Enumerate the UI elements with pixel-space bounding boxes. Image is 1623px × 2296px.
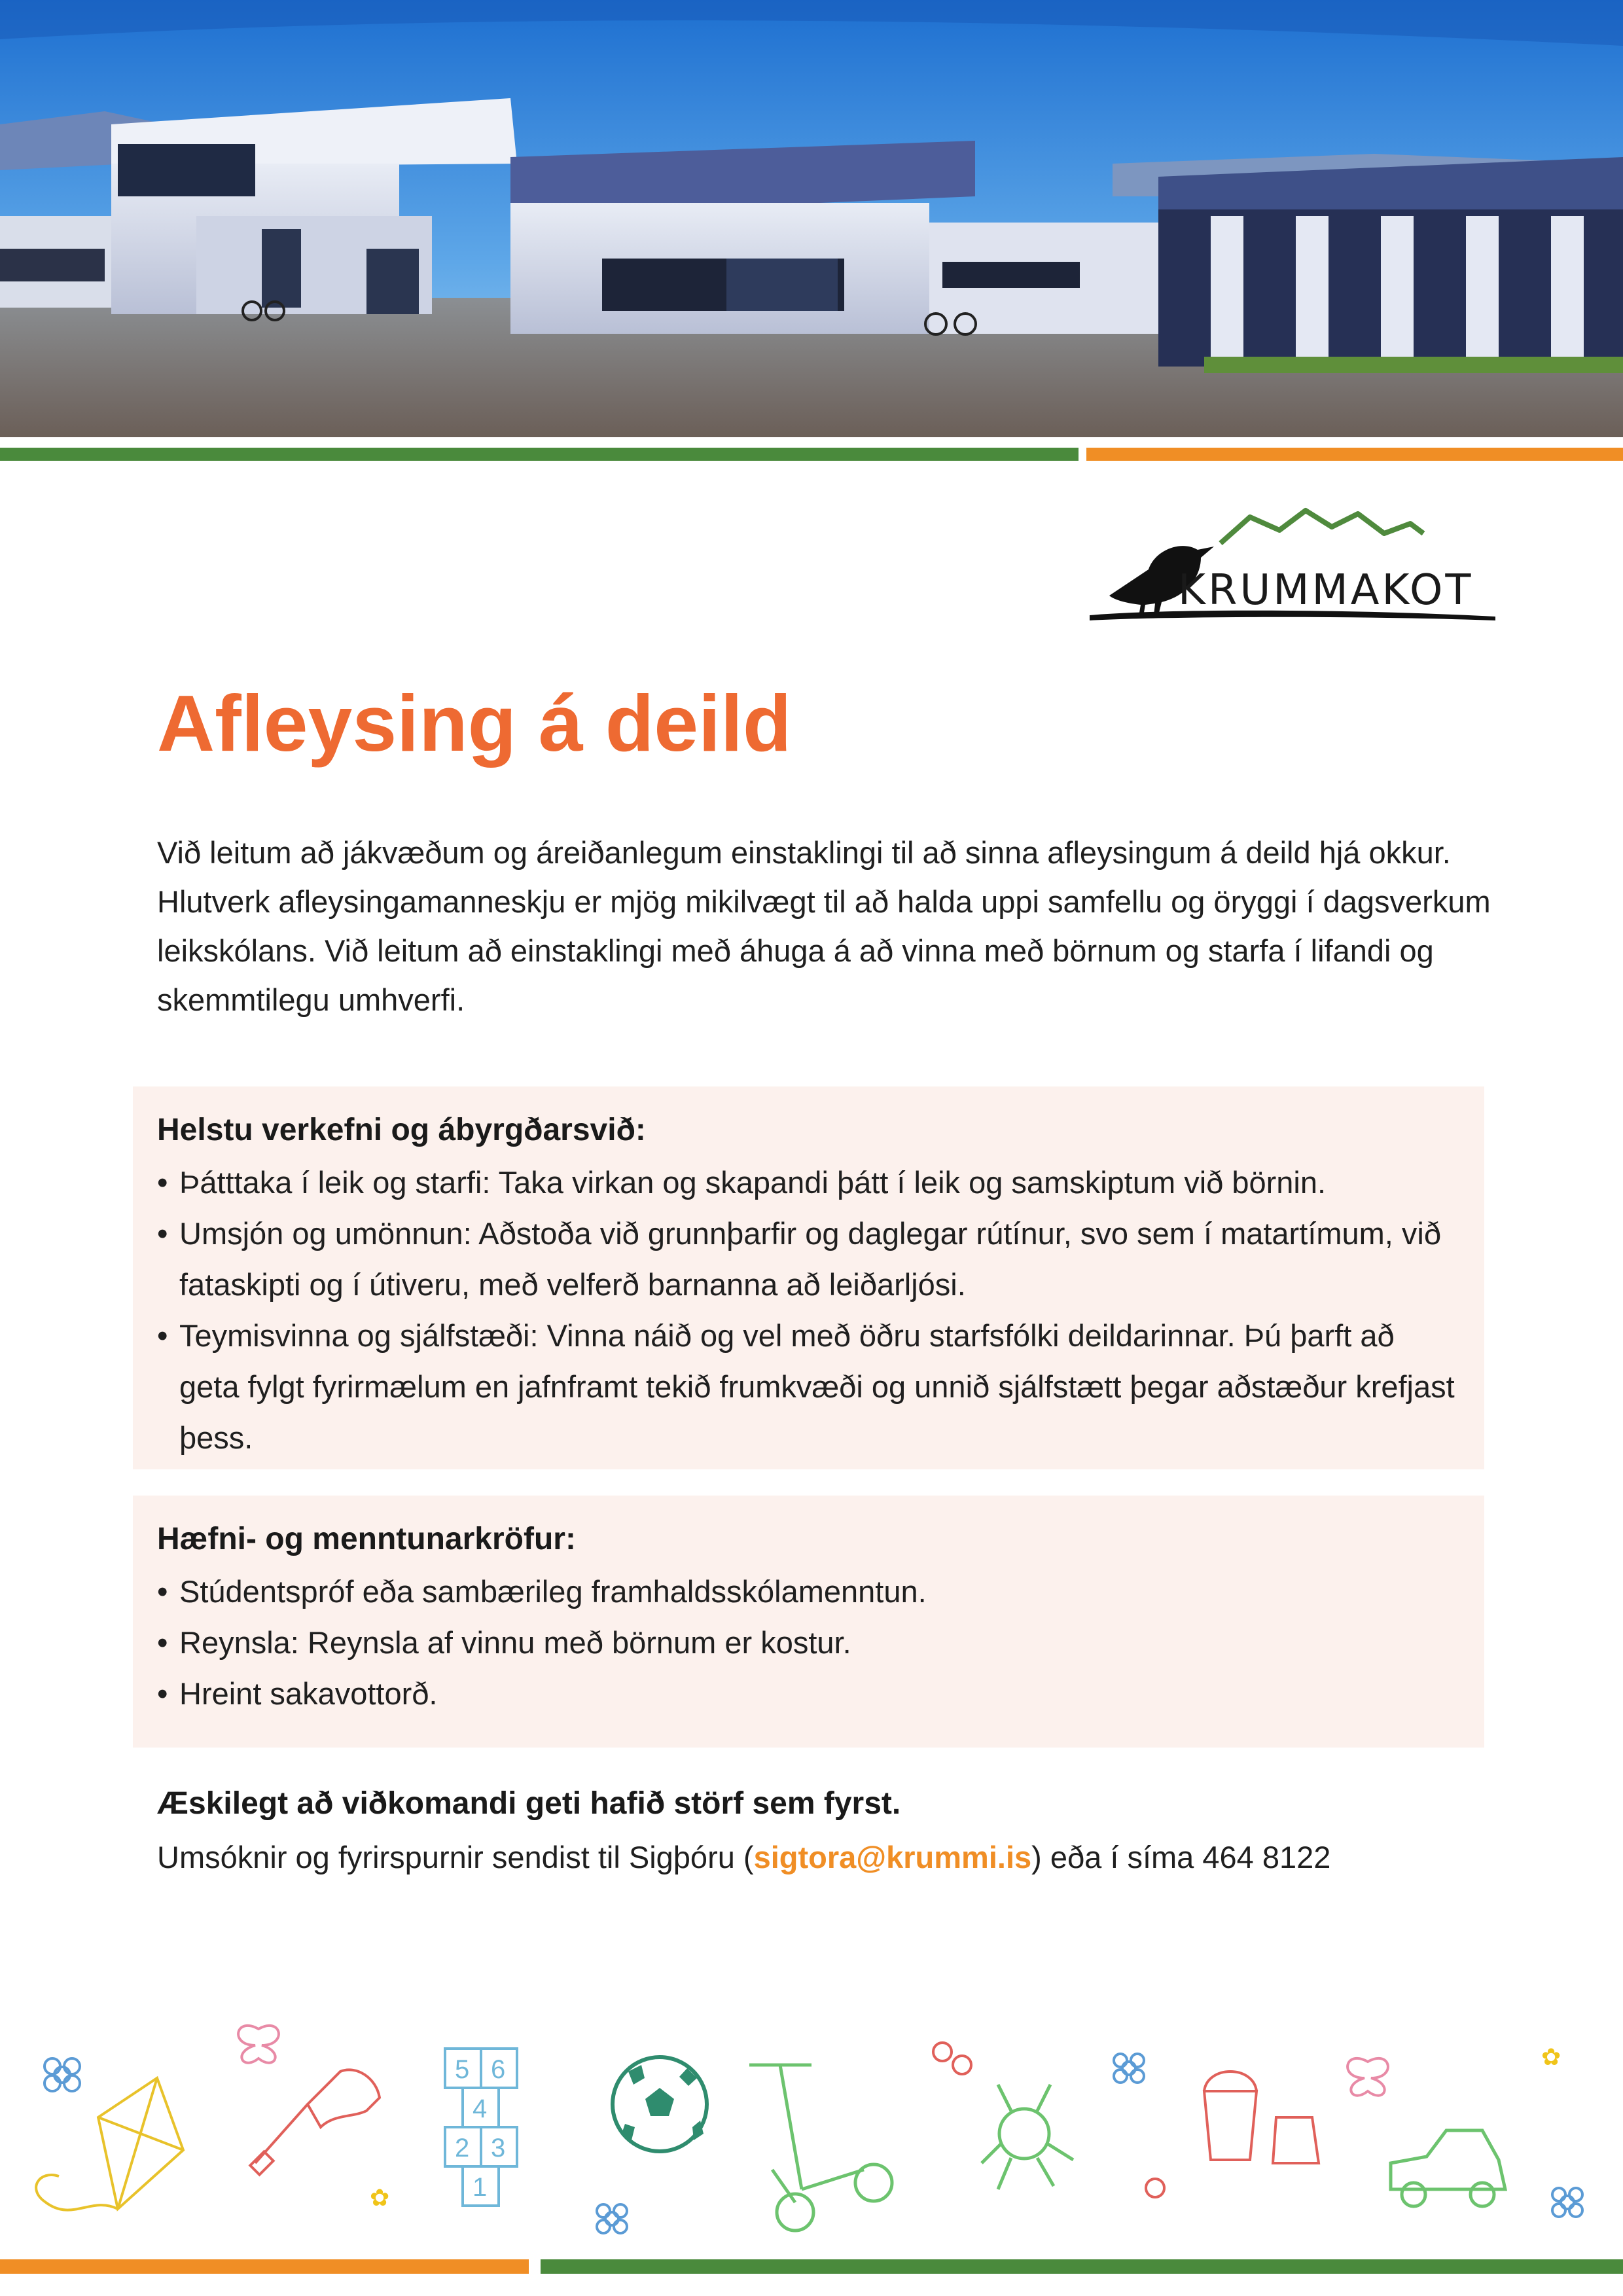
green-stripe-bottom [541, 2259, 1623, 2274]
scooter-icon [749, 2065, 892, 2231]
butterfly-icon [238, 2026, 279, 2063]
hero-building-photo [0, 0, 1623, 437]
contact-suffix: ) eða í síma 464 8122 [1031, 1840, 1331, 1874]
bucket-icon [1204, 2072, 1319, 2163]
green-stripe-top [0, 448, 1079, 461]
hobby-horse-icon [250, 2070, 380, 2174]
list-item: • Reynsla: Reynsla af vinnu með börnum er kostur. [157, 1617, 1460, 1668]
butterfly-icon [1347, 2058, 1388, 2096]
orange-stripe-top [1086, 448, 1623, 461]
duties-heading: Helstu verkefni og ábyrgðarsvið: [157, 1113, 646, 1147]
duties-list [157, 1157, 1460, 1463]
krummakot-logo [1083, 504, 1502, 628]
flower-icon [1552, 2188, 1582, 2217]
list-item: • Hreint sakavottorð. [157, 1668, 1460, 1719]
hopscotch-number: 6 [491, 2055, 506, 2084]
star-icon: ✿ [1541, 2043, 1561, 2070]
list-item: • Teymisvinna og sjálfstæði: Vinna náið og vel með öðru starfsfólki deildarinnar. Þú þarft að geta fylgt fyrirmælum en jafnframt tekið frumkvæði og unnið sjálfstætt þegar aðstæður krefjast þess. [157, 1310, 1460, 1463]
toy-doodles [0, 2013, 1623, 2261]
ladybug-icon [933, 2043, 1164, 2197]
toy-car-icon [1391, 2130, 1505, 2206]
flower-icon [45, 2058, 80, 2091]
page-title: Afleysing á deild [157, 679, 792, 768]
hopscotch-number: 4 [473, 2094, 488, 2123]
star-icon: ✿ [370, 2184, 390, 2211]
intro-paragraph: Við leitum að jákvæðum og áreiðanlegum einstaklingi til að sinna afleysingum á deild hjá okkur. Hlutverk afleysingamanneskju er mjög mikilvægt til að halda uppi samfellu og öryggi í dagsverkum leikskólans. Við leitum að einstaklingi með áhuga á að vinna með börnum og starfa í lifandi og skemmtilegu umhverfi. [157, 835, 1491, 1017]
logo-text: KRUMMAKOT [1178, 566, 1474, 615]
qualifications-heading: Hæfni- og menntunarkröfur: [157, 1522, 576, 1556]
hopscotch-number: 2 [455, 2134, 470, 2162]
duties-box [133, 1086, 1484, 1469]
qualifications-list [157, 1566, 1460, 1719]
hopscotch-number: 3 [491, 2134, 506, 2162]
list-item: • Stúdentspróf eða sambærileg framhaldsskólamenntun. [157, 1566, 1460, 1617]
orange-stripe-bottom [0, 2259, 529, 2274]
contact-prefix: Umsóknir og fyrirspurnir sendist til Sigþóru ( [157, 1840, 754, 1874]
bunny-toy-icon [982, 2085, 1073, 2189]
email-link[interactable]: sigtora@krummi.is [753, 1840, 1032, 1874]
contact-line [157, 1839, 1330, 1875]
flower-icon [1114, 2054, 1144, 2083]
soccer-ball-icon [613, 2057, 707, 2151]
hopscotch-number: 5 [455, 2055, 470, 2084]
list-item: • Umsjón og umönnun: Aðstoða við grunnþarfir og daglegar rútínur, svo sem í matartímum, við fataskipti og í útiveru, með velferð barnanna að leiðarljósi. [157, 1208, 1460, 1310]
qualifications-box [133, 1496, 1484, 1748]
hopscotch-number: 1 [473, 2173, 488, 2202]
kite-icon [36, 2078, 183, 2210]
start-asap-note: Æskilegt að viðkomandi geti hafið störf sem fyrst. [157, 1786, 901, 1821]
list-item: • Þátttaka í leik og starfi: Taka virkan og skapandi þátt í leik og samskiptum við börnin. [157, 1157, 1460, 1208]
flower-icon [597, 2204, 627, 2233]
